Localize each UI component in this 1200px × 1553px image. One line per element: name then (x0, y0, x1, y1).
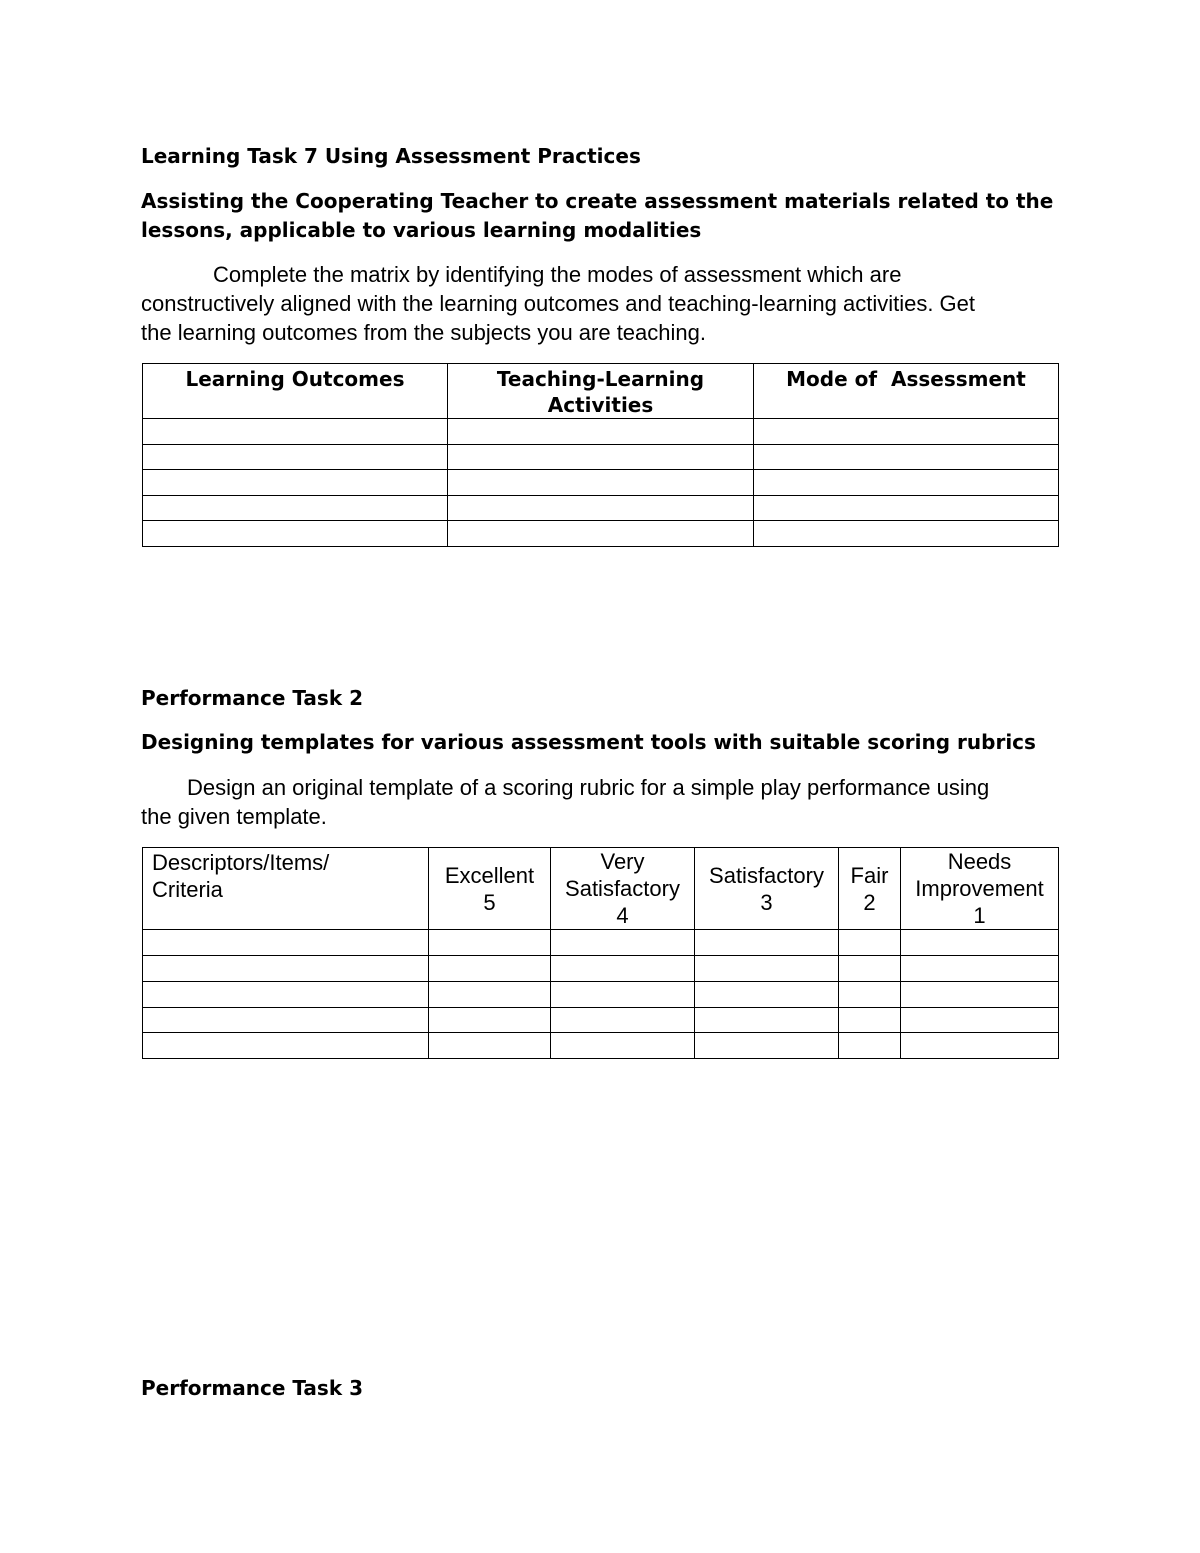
scoring-rubric-table (142, 847, 1059, 1059)
table-cell[interactable] (695, 1008, 839, 1033)
level-score: 5 (483, 889, 496, 915)
table-row (143, 982, 1059, 1008)
table-cell[interactable] (695, 982, 839, 1008)
table-cell[interactable] (551, 956, 695, 982)
learning-task-subtitle-line2: lessons, applicable to various learning modalities (141, 218, 702, 242)
table-cell[interactable] (839, 1008, 901, 1033)
level-label: Very (600, 849, 645, 874)
table-row (143, 419, 1059, 445)
level-label: Fair (850, 862, 889, 888)
table-row (143, 1008, 1059, 1033)
performance-task-2-subtitle: Designing templates for various assessment tools with suitable scoring rubrics (141, 730, 1036, 754)
table-cell[interactable] (695, 930, 839, 956)
table-cell[interactable] (551, 1033, 695, 1059)
table-cell[interactable] (901, 982, 1059, 1008)
table-cell[interactable] (695, 1033, 839, 1059)
table-cell[interactable] (143, 419, 448, 445)
performance-task-3-title: Performance Task 3 (141, 1376, 363, 1400)
matrix-header-row (143, 364, 1059, 419)
table-cell[interactable] (429, 982, 551, 1008)
header-excellent (429, 848, 551, 930)
level-label-line2: Improvement (915, 876, 1044, 901)
table-cell[interactable] (695, 956, 839, 982)
header-tla-line1: Teaching-Learning (496, 367, 705, 391)
table-row (143, 956, 1059, 982)
table-row (143, 496, 1059, 521)
table-cell[interactable] (143, 445, 448, 470)
level-label: Satisfactory (709, 862, 824, 888)
table-cell[interactable] (143, 956, 429, 982)
header-tla-line2: Activities (547, 393, 654, 417)
header-teaching-learning-activities (448, 364, 754, 419)
header-learning-outcomes: Learning Outcomes (143, 364, 448, 419)
header-criteria-line1: Descriptors/Items/ (152, 850, 330, 875)
rubric-header-row (143, 848, 1059, 930)
table-cell[interactable] (448, 470, 754, 496)
table-cell[interactable] (429, 1033, 551, 1059)
rubric-instructions-line2: the given template. (141, 804, 327, 829)
header-mode-of-assessment: Mode of Assessment (754, 364, 1059, 419)
table-cell[interactable] (839, 956, 901, 982)
table-cell[interactable] (143, 1008, 429, 1033)
level-score: 3 (760, 889, 773, 915)
header-criteria-line2: Criteria (152, 877, 223, 902)
table-cell[interactable] (754, 445, 1059, 470)
table-row (143, 1033, 1059, 1059)
table-cell[interactable] (754, 470, 1059, 496)
instructions-line2: constructively aligned with the learning outcomes and teaching-learning activities. Get (141, 291, 976, 316)
instructions-line3: the learning outcomes from the subjects you are teaching. (141, 320, 706, 345)
level-label: Needs (947, 849, 1012, 874)
table-row (143, 470, 1059, 496)
table-cell[interactable] (839, 930, 901, 956)
table-cell[interactable] (448, 521, 754, 547)
table-cell[interactable] (901, 956, 1059, 982)
assessment-matrix-table (142, 363, 1059, 547)
table-cell[interactable] (754, 521, 1059, 547)
learning-task-subtitle-line1: Assisting the Cooperating Teacher to create assessment materials related to the (141, 189, 1054, 213)
table-cell[interactable] (143, 496, 448, 521)
table-cell[interactable] (143, 1033, 429, 1059)
table-cell[interactable] (754, 419, 1059, 445)
level-score: 1 (973, 903, 986, 928)
table-cell[interactable] (901, 1033, 1059, 1059)
table-cell[interactable] (143, 470, 448, 496)
table-cell[interactable] (901, 930, 1059, 956)
table-cell[interactable] (143, 521, 448, 547)
performance-task-2-title: Performance Task 2 (141, 686, 363, 710)
table-row (143, 445, 1059, 470)
table-cell[interactable] (143, 930, 429, 956)
instructions-line1: Complete the matrix by identifying the modes of assessment which are (213, 262, 902, 287)
rubric-instructions-line1: Design an original template of a scoring rubric for a simple play performance using (187, 775, 990, 800)
table-row (143, 521, 1059, 547)
table-cell[interactable] (839, 982, 901, 1008)
table-cell[interactable] (754, 496, 1059, 521)
table-cell[interactable] (901, 1008, 1059, 1033)
table-cell[interactable] (551, 982, 695, 1008)
level-label: Excellent (444, 862, 535, 888)
table-row (143, 930, 1059, 956)
table-cell[interactable] (143, 982, 429, 1008)
table-cell[interactable] (448, 445, 754, 470)
table-cell[interactable] (551, 930, 695, 956)
header-criteria (143, 848, 429, 930)
table-cell[interactable] (551, 1008, 695, 1033)
table-cell[interactable] (429, 930, 551, 956)
header-needs-improvement (901, 848, 1059, 930)
header-very-satisfactory (551, 848, 695, 930)
level-score: 4 (616, 903, 629, 928)
level-label-line2: Satisfactory (565, 876, 680, 901)
level-score: 2 (863, 889, 876, 915)
table-cell[interactable] (839, 1033, 901, 1059)
header-satisfactory (695, 848, 839, 930)
table-cell[interactable] (448, 496, 754, 521)
table-cell[interactable] (429, 956, 551, 982)
header-fair (839, 848, 901, 930)
table-cell[interactable] (448, 419, 754, 445)
learning-task-title: Learning Task 7 Using Assessment Practices (141, 144, 641, 168)
table-cell[interactable] (429, 1008, 551, 1033)
